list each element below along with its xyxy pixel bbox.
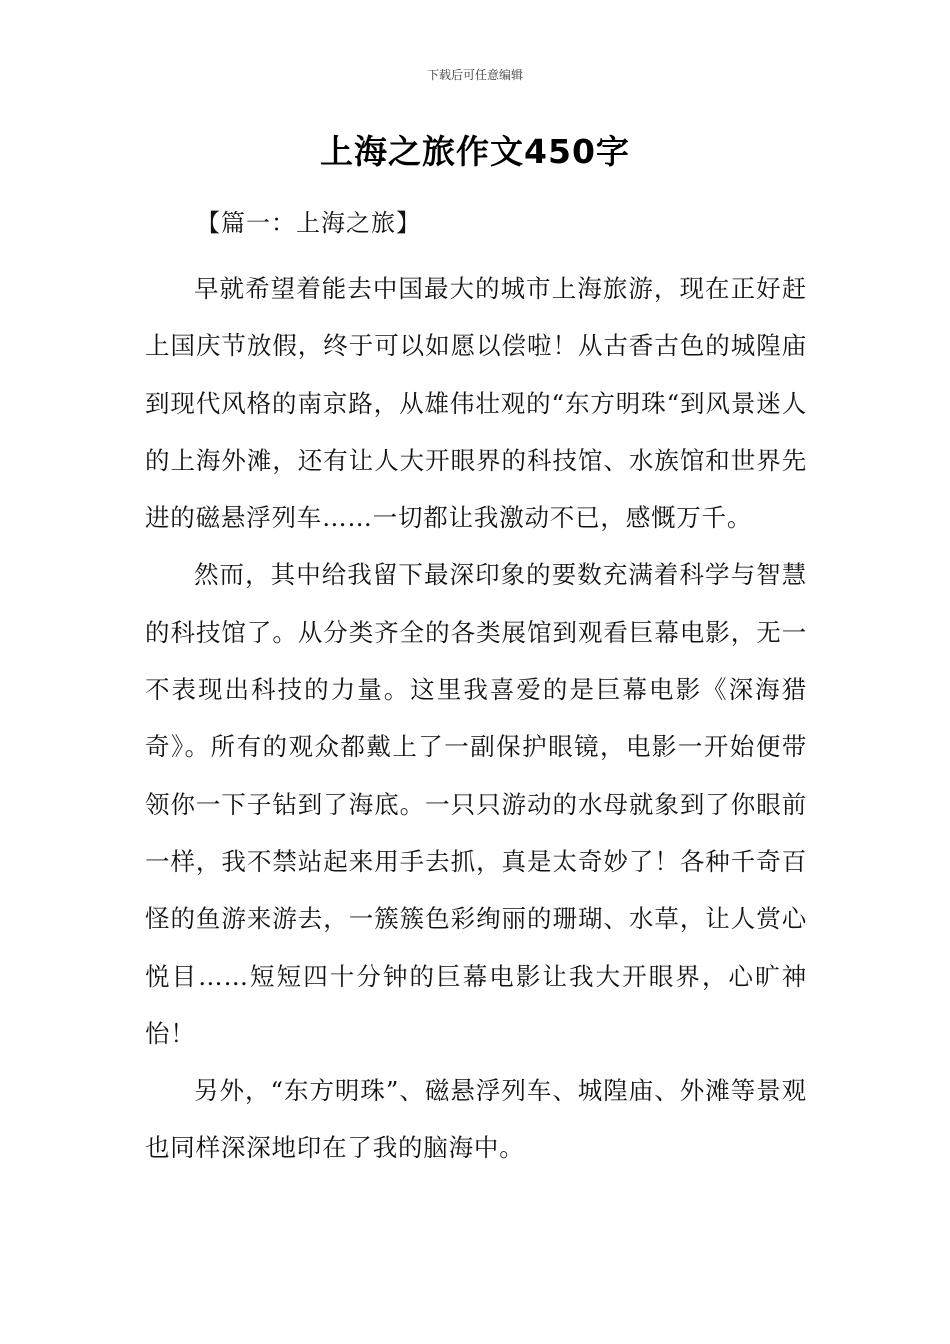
document-title: 上海之旅作文450字 bbox=[320, 132, 630, 171]
header-note: 下载后可任意编辑 bbox=[426, 68, 523, 82]
section-heading: 【篇一：上海之旅】 bbox=[196, 209, 421, 237]
paragraph-1: 早就希望着能去中国最大的城市上海旅游，现在正好赶上国庆节放假，终于可以如愿以偿啦！从古香古色的城隍庙到现代风格的南京路，从雄伟壮观的“东方明珠“到风景迷人的上海外滩，还有让人大开眼界的科技馆、水族馆和世界先进的磁悬浮列车……一切都让我激动不已，感慨万千。 bbox=[145, 274, 807, 533]
article-body bbox=[145, 260, 807, 1177]
paragraph-3: 另外，“东方明珠”、磁悬浮列车、城隍庙、外滩等景观也同样深深地印在了我的脑海中。 bbox=[145, 1076, 807, 1163]
paragraph-2: 然而，其中给我留下最深印象的要数充满着科学与智慧的科技馆了。从分类齐全的各类展馆到观看巨幕电影，无一不表现出科技的力量。这里我喜爱的是巨幕电影《深海猎奇》。所有的观众都戴上了一副保护眼镜，电影一开始便带领你一下子钻到了海底。一只只游动的水母就象到了你眼前一样，我不禁站起来用手去抓，真是太奇妙了！各种千奇百怪的鱼游来游去，一簇簇色彩绚丽的珊瑚、水草，让人赏心悦目……短短四十分钟的巨幕电影让我大开眼界，心旷神怡！ bbox=[145, 560, 807, 1048]
